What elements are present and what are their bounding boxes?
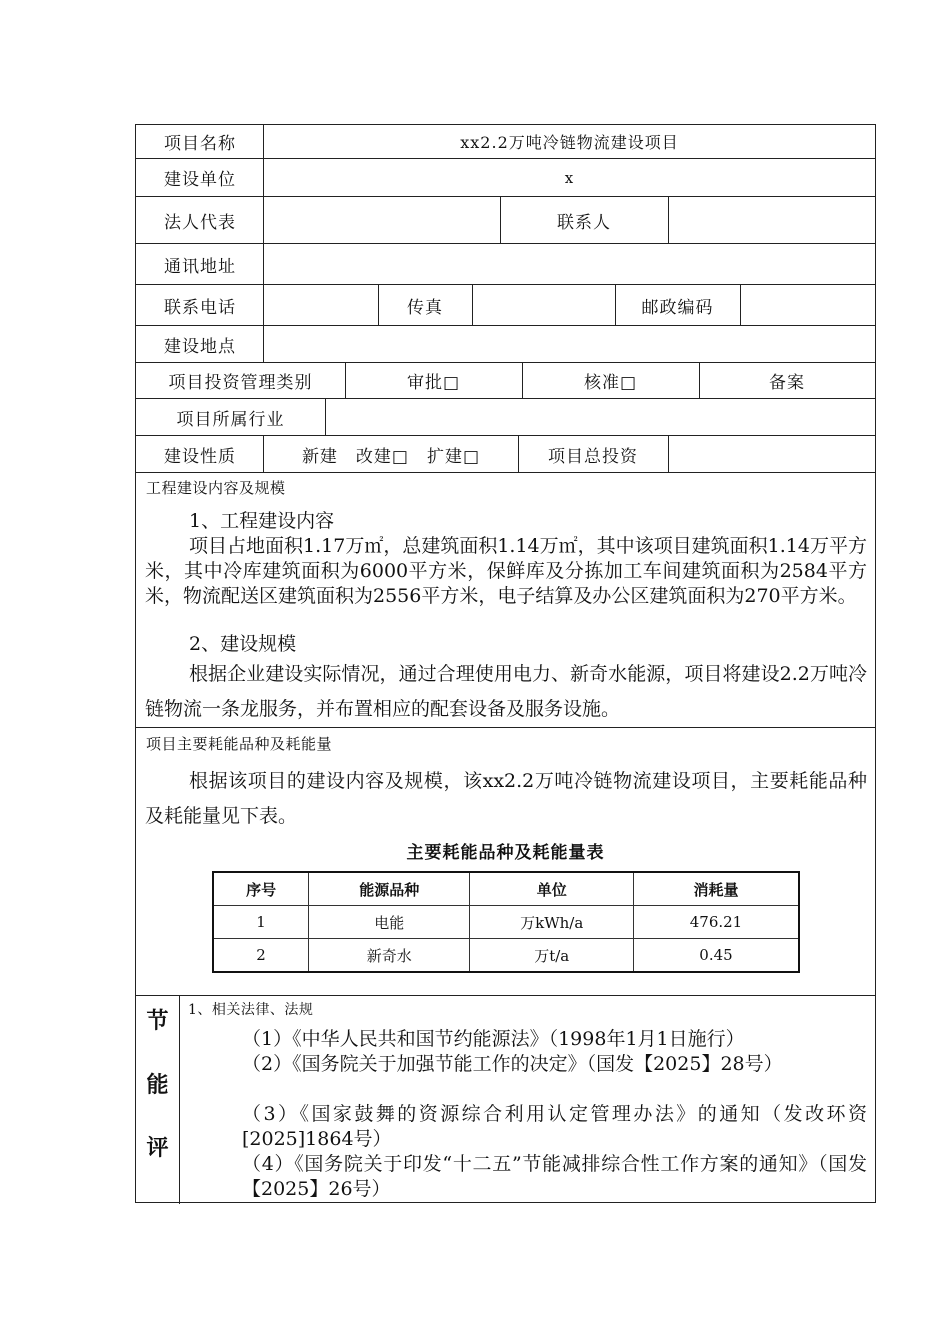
contact-value (668, 197, 875, 243)
assessment-section (136, 996, 875, 1204)
cell-consumption: 476.21 (633, 906, 799, 939)
phone-label: 联系电话 (164, 297, 236, 318)
verify-option: 核准□ (583, 373, 638, 393)
header-index: 序号 (213, 872, 309, 906)
laws-title: 1、相关法律、法规 (188, 1002, 314, 1018)
total-invest-label: 项目总投资 (548, 446, 638, 467)
nature-options: 新建 改建□ 扩建□ (301, 446, 481, 467)
cell-unit: 万t/a (470, 939, 633, 973)
cell-energy-type: 电能 (309, 906, 470, 939)
row-nature (136, 436, 875, 473)
scope-title: 工程建设内容及规模 (146, 479, 286, 497)
row-invest-mgmt (136, 363, 875, 399)
energy-table-header (213, 872, 799, 906)
header-energy-type: 能源品种 (309, 872, 470, 906)
project-name-label: 项目名称 (164, 134, 236, 154)
side-char-2: 能 (146, 1072, 169, 1098)
invest-mgmt-label: 项目投资管理类别 (168, 373, 313, 393)
row-project-name (136, 125, 875, 159)
law-item-3: （3）《国家鼓舞的资源综合利用认定管理办法》的通知（发改环资[2025]1864号） (242, 1103, 867, 1150)
energy-intro: 根据该项目的建设内容及规模，该xx2.2万吨冷链物流建设项目，主要耗能品种及耗能量见下表。 (145, 770, 867, 827)
legal-rep-label: 法人代表 (164, 212, 236, 233)
cell-index: 2 (213, 939, 309, 973)
header-unit: 单位 (470, 872, 633, 906)
address-label: 通讯地址 (164, 256, 236, 277)
nature-label: 建设性质 (164, 446, 236, 467)
row-industry (136, 399, 875, 436)
fax-label: 传真 (407, 297, 443, 318)
site-value (264, 326, 875, 362)
row-address (136, 244, 875, 285)
energy-table (212, 871, 800, 973)
postcode-label: 邮政编码 (641, 297, 714, 318)
address-value (264, 244, 875, 284)
postcode-value (740, 285, 875, 325)
project-info-form (135, 124, 876, 1203)
table-row (213, 939, 799, 973)
scope-heading-2: 2、建设规模 (189, 633, 297, 655)
cell-index: 1 (213, 906, 309, 939)
row-site (136, 326, 875, 363)
law-item-4: （4）《国务院关于印发“十二五”节能减排综合性工作方案的通知》（国发【2025】26号） (242, 1153, 867, 1200)
header-consumption: 消耗量 (633, 872, 799, 906)
side-char-3: 评 (146, 1135, 169, 1161)
row-build-unit (136, 159, 875, 197)
project-name-value: xx2.2万吨冷链物流建设项目 (460, 133, 679, 152)
contact-label: 联系人 (557, 212, 611, 233)
assessment-side-label (136, 996, 180, 1204)
build-unit-label: 建设单位 (164, 170, 236, 190)
scope-paragraph-1: 项目占地面积1.17万㎡，总建筑面积1.14万㎡，其中该项目建筑面积1.14万平方米，其中冷库建筑面积为6000平方米，保鲜库及分拣加工车间建筑面积为2584平方米，物流配送区建筑面积为2556平方米，电子结算及办公区建筑面积为270平方米。 (145, 535, 867, 607)
cell-unit: 万kWh/a (470, 906, 633, 939)
law-item-2: （2）《国务院关于加强节能工作的决定》（国发【2025】28号） (242, 1053, 783, 1075)
build-unit-value: x (564, 168, 575, 187)
phone-value (264, 285, 378, 325)
approval-option: 审批□ (406, 373, 461, 393)
energy-table-caption: 主要耗能品种及耗能量表 (406, 843, 605, 863)
row-legal-rep (136, 197, 875, 244)
record-option: 备案 (769, 373, 805, 393)
scope-heading-1: 1、工程建设内容 (189, 510, 335, 532)
site-label: 建设地点 (164, 336, 236, 357)
total-invest-value (668, 436, 875, 472)
side-char-1: 节 (146, 1008, 169, 1034)
legal-rep-value (264, 197, 500, 243)
energy-title: 项目主要耗能品种及耗能量 (146, 735, 333, 753)
scope-paragraph-2: 根据企业建设实际情况，通过合理使用电力、新奇水能源，项目将建设2.2万吨冷链物流一条龙服务，并布置相应的配套设备及服务设施。 (145, 663, 867, 720)
scope-section (136, 473, 875, 728)
cell-energy-type: 新奇水 (309, 939, 470, 973)
law-item-1: （1）《中华人民共和国节约能源法》（1998年1月1日施行） (242, 1028, 745, 1050)
fax-value (472, 285, 615, 325)
row-phone (136, 285, 875, 326)
industry-value (325, 399, 875, 435)
table-row (213, 906, 799, 939)
cell-consumption: 0.45 (633, 939, 799, 973)
industry-label: 项目所属行业 (176, 409, 285, 430)
